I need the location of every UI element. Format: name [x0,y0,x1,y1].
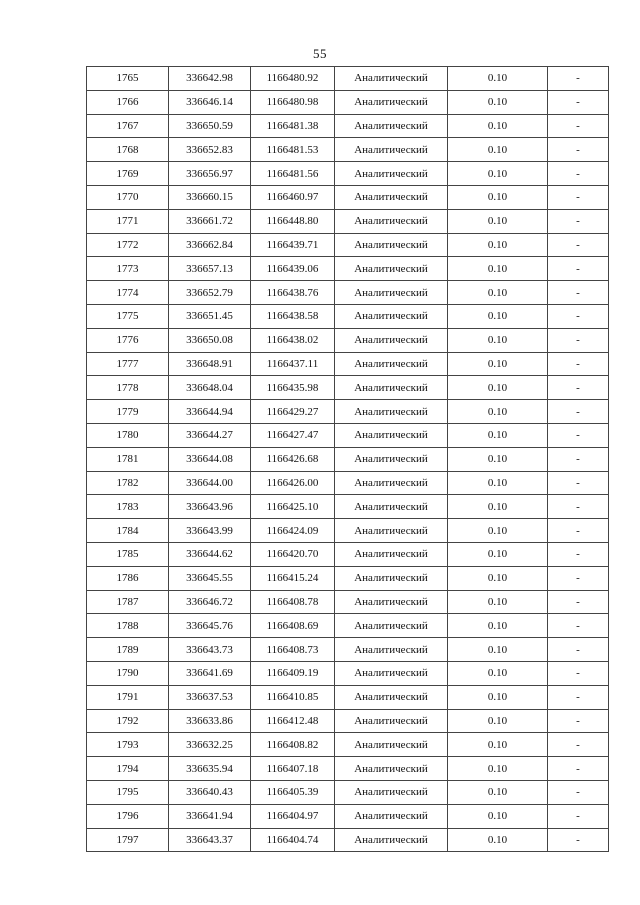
note-cell: - [548,281,609,305]
accuracy-cell: 0.10 [448,67,548,91]
accuracy-cell: 0.10 [448,447,548,471]
method-cell: Аналитический [335,304,448,328]
coordinate-y-cell: 1166438.02 [251,328,335,352]
accuracy-cell: 0.10 [448,519,548,543]
coordinate-x-cell: 336648.91 [169,352,251,376]
method-cell: Аналитический [335,638,448,662]
method-cell: Аналитический [335,90,448,114]
point-number-cell: 1766 [87,90,169,114]
point-number-cell: 1775 [87,304,169,328]
accuracy-cell: 0.10 [448,138,548,162]
note-cell: - [548,733,609,757]
point-number-cell: 1773 [87,257,169,281]
coordinate-y-cell: 1166429.27 [251,400,335,424]
table-row [87,185,609,209]
note-cell: - [548,590,609,614]
table-row [87,90,609,114]
table-row [87,566,609,590]
coordinate-x-cell: 336635.94 [169,757,251,781]
note-cell: - [548,67,609,91]
coordinate-y-cell: 1166481.38 [251,114,335,138]
note-cell: - [548,328,609,352]
point-number-cell: 1784 [87,519,169,543]
note-cell: - [548,257,609,281]
method-cell: Аналитический [335,566,448,590]
note-cell: - [548,138,609,162]
coordinate-x-cell: 336643.96 [169,495,251,519]
table-row [87,304,609,328]
accuracy-cell: 0.10 [448,638,548,662]
method-cell: Аналитический [335,828,448,852]
method-cell: Аналитический [335,447,448,471]
coordinate-y-cell: 1166437.11 [251,352,335,376]
point-number-cell: 1781 [87,447,169,471]
coordinate-y-cell: 1166438.58 [251,304,335,328]
coordinate-x-cell: 336648.04 [169,376,251,400]
note-cell: - [548,709,609,733]
coordinate-y-cell: 1166481.56 [251,162,335,186]
point-number-cell: 1770 [87,185,169,209]
point-number-cell: 1782 [87,471,169,495]
method-cell: Аналитический [335,780,448,804]
table-row [87,685,609,709]
accuracy-cell: 0.10 [448,400,548,424]
accuracy-cell: 0.10 [448,281,548,305]
point-number-cell: 1794 [87,757,169,781]
note-cell: - [548,804,609,828]
coordinate-x-cell: 336652.79 [169,281,251,305]
point-number-cell: 1771 [87,209,169,233]
table-row [87,209,609,233]
point-number-cell: 1776 [87,328,169,352]
note-cell: - [548,614,609,638]
coordinate-y-cell: 1166410.85 [251,685,335,709]
point-number-cell: 1786 [87,566,169,590]
accuracy-cell: 0.10 [448,376,548,400]
coordinate-x-cell: 336641.94 [169,804,251,828]
note-cell: - [548,661,609,685]
point-number-cell: 1767 [87,114,169,138]
accuracy-cell: 0.10 [448,685,548,709]
point-number-cell: 1790 [87,661,169,685]
coordinate-x-cell: 336644.00 [169,471,251,495]
accuracy-cell: 0.10 [448,233,548,257]
coordinate-y-cell: 1166408.69 [251,614,335,638]
note-cell: - [548,828,609,852]
table-row [87,257,609,281]
coordinate-y-cell: 1166426.68 [251,447,335,471]
note-cell: - [548,495,609,519]
method-cell: Аналитический [335,281,448,305]
coordinate-y-cell: 1166412.48 [251,709,335,733]
accuracy-cell: 0.10 [448,614,548,638]
table-row [87,67,609,91]
method-cell: Аналитический [335,328,448,352]
table-row [87,376,609,400]
point-number-cell: 1772 [87,233,169,257]
coordinate-y-cell: 1166408.73 [251,638,335,662]
table-row [87,495,609,519]
coordinate-y-cell: 1166480.92 [251,67,335,91]
note-cell: - [548,185,609,209]
table-row [87,542,609,566]
note-cell: - [548,542,609,566]
point-number-cell: 1777 [87,352,169,376]
accuracy-cell: 0.10 [448,328,548,352]
accuracy-cell: 0.10 [448,757,548,781]
table-row [87,281,609,305]
coordinate-x-cell: 336641.69 [169,661,251,685]
coordinate-y-cell: 1166409.19 [251,661,335,685]
method-cell: Аналитический [335,709,448,733]
note-cell: - [548,423,609,447]
coordinate-y-cell: 1166404.97 [251,804,335,828]
coordinate-x-cell: 336632.25 [169,733,251,757]
coordinate-x-cell: 336650.59 [169,114,251,138]
note-cell: - [548,352,609,376]
table-row [87,447,609,471]
method-cell: Аналитический [335,376,448,400]
accuracy-cell: 0.10 [448,304,548,328]
accuracy-cell: 0.10 [448,566,548,590]
method-cell: Аналитический [335,257,448,281]
coordinate-x-cell: 336640.43 [169,780,251,804]
coordinate-x-cell: 336651.45 [169,304,251,328]
point-number-cell: 1768 [87,138,169,162]
note-cell: - [548,471,609,495]
table-row [87,733,609,757]
method-cell: Аналитический [335,423,448,447]
coordinate-x-cell: 336643.73 [169,638,251,662]
coordinate-x-cell: 336652.83 [169,138,251,162]
table-row [87,423,609,447]
point-number-cell: 1779 [87,400,169,424]
accuracy-cell: 0.10 [448,90,548,114]
coordinate-y-cell: 1166408.78 [251,590,335,614]
coordinate-x-cell: 336644.27 [169,423,251,447]
table-body [87,67,609,852]
accuracy-cell: 0.10 [448,471,548,495]
note-cell: - [548,519,609,543]
note-cell: - [548,447,609,471]
method-cell: Аналитический [335,162,448,186]
coordinate-y-cell: 1166426.00 [251,471,335,495]
accuracy-cell: 0.10 [448,828,548,852]
coordinate-y-cell: 1166405.39 [251,780,335,804]
table-row [87,519,609,543]
note-cell: - [548,114,609,138]
table-row [87,638,609,662]
point-number-cell: 1778 [87,376,169,400]
coordinate-x-cell: 336644.62 [169,542,251,566]
table-row [87,328,609,352]
coordinate-y-cell: 1166439.71 [251,233,335,257]
table-row [87,352,609,376]
coordinate-y-cell: 1166435.98 [251,376,335,400]
coordinate-y-cell: 1166439.06 [251,257,335,281]
method-cell: Аналитический [335,733,448,757]
page-number: 55 [313,46,327,61]
accuracy-cell: 0.10 [448,185,548,209]
method-cell: Аналитический [335,614,448,638]
coordinate-y-cell: 1166448.80 [251,209,335,233]
coordinate-y-cell: 1166420.70 [251,542,335,566]
note-cell: - [548,685,609,709]
coordinate-y-cell: 1166408.82 [251,733,335,757]
method-cell: Аналитический [335,185,448,209]
table-row [87,162,609,186]
table-row [87,780,609,804]
point-number-cell: 1791 [87,685,169,709]
note-cell: - [548,90,609,114]
point-number-cell: 1797 [87,828,169,852]
coordinate-y-cell: 1166415.24 [251,566,335,590]
point-number-cell: 1785 [87,542,169,566]
point-number-cell: 1765 [87,67,169,91]
method-cell: Аналитический [335,67,448,91]
coordinate-y-cell: 1166438.76 [251,281,335,305]
coordinate-x-cell: 336637.53 [169,685,251,709]
coordinate-x-cell: 336656.97 [169,162,251,186]
method-cell: Аналитический [335,542,448,566]
point-number-cell: 1789 [87,638,169,662]
method-cell: Аналитический [335,495,448,519]
point-number-cell: 1787 [87,590,169,614]
coordinate-x-cell: 336643.37 [169,828,251,852]
method-cell: Аналитический [335,804,448,828]
accuracy-cell: 0.10 [448,495,548,519]
method-cell: Аналитический [335,114,448,138]
method-cell: Аналитический [335,685,448,709]
method-cell: Аналитический [335,400,448,424]
table-row [87,757,609,781]
table-row [87,471,609,495]
point-number-cell: 1774 [87,281,169,305]
accuracy-cell: 0.10 [448,114,548,138]
coordinate-y-cell: 1166407.18 [251,757,335,781]
table-row [87,233,609,257]
point-number-cell: 1769 [87,162,169,186]
coordinate-x-cell: 336643.99 [169,519,251,543]
table-row [87,828,609,852]
table-row [87,138,609,162]
coordinate-y-cell: 1166460.97 [251,185,335,209]
table-row [87,709,609,733]
coordinate-y-cell: 1166480.98 [251,90,335,114]
coordinate-x-cell: 336661.72 [169,209,251,233]
note-cell: - [548,376,609,400]
coordinate-x-cell: 336646.72 [169,590,251,614]
table-row [87,400,609,424]
coordinate-x-cell: 336642.98 [169,67,251,91]
table-row [87,590,609,614]
note-cell: - [548,304,609,328]
coordinate-y-cell: 1166481.53 [251,138,335,162]
accuracy-cell: 0.10 [448,352,548,376]
note-cell: - [548,780,609,804]
coordinate-x-cell: 336646.14 [169,90,251,114]
coordinate-x-cell: 336662.84 [169,233,251,257]
coordinate-y-cell: 1166404.74 [251,828,335,852]
method-cell: Аналитический [335,233,448,257]
method-cell: Аналитический [335,757,448,781]
coordinate-x-cell: 336660.15 [169,185,251,209]
accuracy-cell: 0.10 [448,209,548,233]
point-number-cell: 1793 [87,733,169,757]
note-cell: - [548,162,609,186]
coordinate-x-cell: 336645.55 [169,566,251,590]
accuracy-cell: 0.10 [448,162,548,186]
note-cell: - [548,638,609,662]
coordinate-x-cell: 336650.08 [169,328,251,352]
coordinates-table [86,66,609,852]
coordinate-x-cell: 336633.86 [169,709,251,733]
coordinate-x-cell: 336644.08 [169,447,251,471]
method-cell: Аналитический [335,471,448,495]
table-row [87,614,609,638]
note-cell: - [548,400,609,424]
accuracy-cell: 0.10 [448,590,548,614]
coordinate-y-cell: 1166427.47 [251,423,335,447]
accuracy-cell: 0.10 [448,423,548,447]
coordinate-x-cell: 336644.94 [169,400,251,424]
method-cell: Аналитический [335,661,448,685]
point-number-cell: 1783 [87,495,169,519]
accuracy-cell: 0.10 [448,780,548,804]
coordinate-y-cell: 1166424.09 [251,519,335,543]
coordinate-y-cell: 1166425.10 [251,495,335,519]
table-row [87,661,609,685]
method-cell: Аналитический [335,352,448,376]
table-row [87,804,609,828]
accuracy-cell: 0.10 [448,709,548,733]
table-row [87,114,609,138]
note-cell: - [548,566,609,590]
accuracy-cell: 0.10 [448,542,548,566]
note-cell: - [548,757,609,781]
method-cell: Аналитический [335,519,448,543]
point-number-cell: 1796 [87,804,169,828]
coordinate-x-cell: 336657.13 [169,257,251,281]
accuracy-cell: 0.10 [448,661,548,685]
note-cell: - [548,233,609,257]
note-cell: - [548,209,609,233]
accuracy-cell: 0.10 [448,257,548,281]
point-number-cell: 1795 [87,780,169,804]
coordinate-x-cell: 336645.76 [169,614,251,638]
point-number-cell: 1788 [87,614,169,638]
method-cell: Аналитический [335,209,448,233]
point-number-cell: 1780 [87,423,169,447]
accuracy-cell: 0.10 [448,804,548,828]
accuracy-cell: 0.10 [448,733,548,757]
point-number-cell: 1792 [87,709,169,733]
method-cell: Аналитический [335,138,448,162]
method-cell: Аналитический [335,590,448,614]
